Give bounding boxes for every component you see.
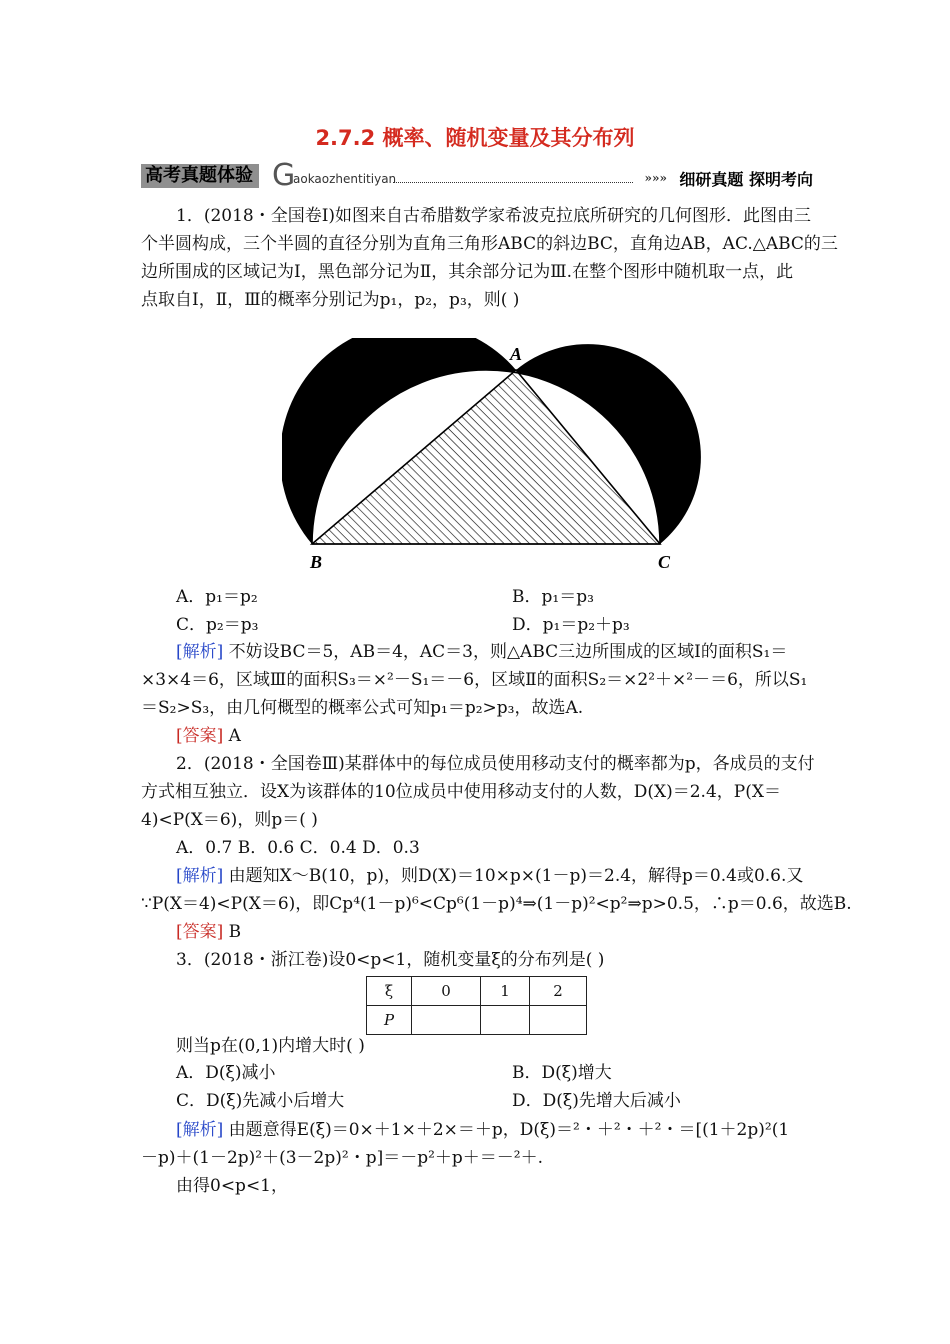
q2-answer-line [176,918,816,946]
q3-line-1: 3．(2018・浙江卷)设0<p<1，随机变量ξ的分布列是( ) [176,950,605,970]
q1-analysis-line-1 [176,638,816,666]
q3-last-line: 由得0<p<1， [176,1176,289,1196]
q2-analysis-tag: [解析] [176,866,224,886]
q3-analysis-line-1 [176,1116,816,1144]
table-cell [481,1006,530,1035]
q3-after-table: 则当p在(0,1)内增大时( ) [176,1036,365,1056]
q2-analysis-line-1 [176,862,816,890]
banner-subscript: aokaozhentitiyan [293,172,397,186]
q1-line-2: 个半圆构成，三个半圆的直径分别为直角三角形ABC的斜边BC，直角边AB，AC.△ABC的三 [141,234,838,254]
label-c: C [658,552,671,572]
table-cell [412,1006,481,1035]
q2-answer: B [223,922,242,942]
q2-analysis-line-2: ∵P(X＝4)<P(X＝6)，即Cp⁴(1－p)⁶<Cp⁶(1－p)⁴⇒(1－p)²<p²⇒p>0.5，∴p＝0.6，故选B. [141,894,852,914]
table-cell: 2 [530,977,587,1006]
q1-answer-tag: [答案] [176,726,224,746]
q3-option-a: A．D(ξ)减小 [176,1063,276,1083]
table-cell: 1 [481,977,530,1006]
q1-analysis-tag: [解析] [176,642,224,662]
table-cell: ξ [367,977,412,1006]
table-cell [530,1006,587,1035]
q1-analysis-text-1: 不妨设BC＝5，AB＝4，AC＝3，则△ABC三边所围成的区域Ⅰ的面积S₁＝ [223,642,788,662]
q1-line-1: 1．(2018・全国卷Ⅰ)如图来自古希腊数学家希波克拉底所研究的几何图形．此图由三 [176,206,812,226]
q1-line-3: 边所围成的区域记为Ⅰ，黑色部分记为Ⅱ，其余部分记为Ⅲ.在整个图形中随机取一点，此 [141,262,794,282]
banner-left-label: 高考真题体验 [141,164,259,188]
q1-answer: A [223,726,241,746]
q3-option-c: C．D(ξ)先减小后增大 [176,1091,345,1111]
table-cell: 0 [412,977,481,1006]
q3-analysis-text-1: 由题意得E(ξ)＝0×＋1×＋2×＝＋p，D(ξ)＝²・＋²・＋²・＝[(1＋2p)²(1 [223,1120,790,1140]
q1-analysis-line-2: ×3×4＝6，区域Ⅲ的面积S₃＝×²－S₁＝－6，区域Ⅱ的面积S₂＝×2²＋×²－＝6，所以S₁ [141,670,808,690]
banner-g-letter: G [272,158,296,193]
q3-analysis-line-2: －p)＋(1－2p)²＋(3－2p)²・p]＝－p²＋p＋＝－²＋. [141,1148,544,1168]
table-row [367,977,587,1006]
banner-right-label: 细研真题 探明考向 [679,170,813,189]
banner-dotted-line [393,182,633,183]
q3-analysis-tag: [解析] [176,1120,224,1140]
q1-option-d: D．p₁＝p₂＋p₃ [512,615,630,635]
page-title: 2.7.2 概率、随机变量及其分布列 [315,126,635,150]
table-row [367,1006,587,1035]
q2-line-3: 4)<P(X＝6)，则p＝( ) [141,810,318,830]
q2-line-1: 2．(2018・全国卷Ⅲ)某群体中的每位成员使用移动支付的概率都为p，各成员的支付 [176,754,815,774]
q1-analysis-line-3: ＝S₂>S₃，由几何概型的概率公式可知p₁＝p₂>p₃，故选A. [141,698,584,718]
q3-distribution-table [366,976,587,1035]
label-a: A [510,344,523,364]
q1-option-a: A．p₁＝p₂ [176,587,258,607]
banner-arrows-icon: »»» [644,171,667,185]
q1-option-c: C．p₂＝p₃ [176,615,259,635]
q1-answer-line [176,722,816,750]
q3-option-d: D．D(ξ)先增大后减小 [512,1091,681,1111]
section-banner [141,158,813,193]
q2-answer-tag: [答案] [176,922,224,942]
q2-line-2: 方式相互独立．设X为该群体的10位成员中使用移动支付的人数，D(X)＝2.4，P(X＝ [141,782,781,802]
q1-option-b: B．p₁＝p₃ [512,587,594,607]
q2-analysis-text-1: 由题知X～B(10，p)，则D(X)＝10×p×(1－p)＝2.4，解得p＝0.4或0.6.又 [223,866,804,886]
table-cell: P [367,1006,412,1035]
q1-geometry-figure [282,338,702,576]
q3-option-b: B．D(ξ)增大 [512,1063,612,1083]
q1-line-4: 点取自Ⅰ，Ⅱ，Ⅲ的概率分别记为p₁，p₂，p₃，则( ) [141,290,520,310]
label-b: B [310,552,323,572]
q2-options: A．0.7 B．0.6 C．0.4 D．0.3 [176,838,420,858]
